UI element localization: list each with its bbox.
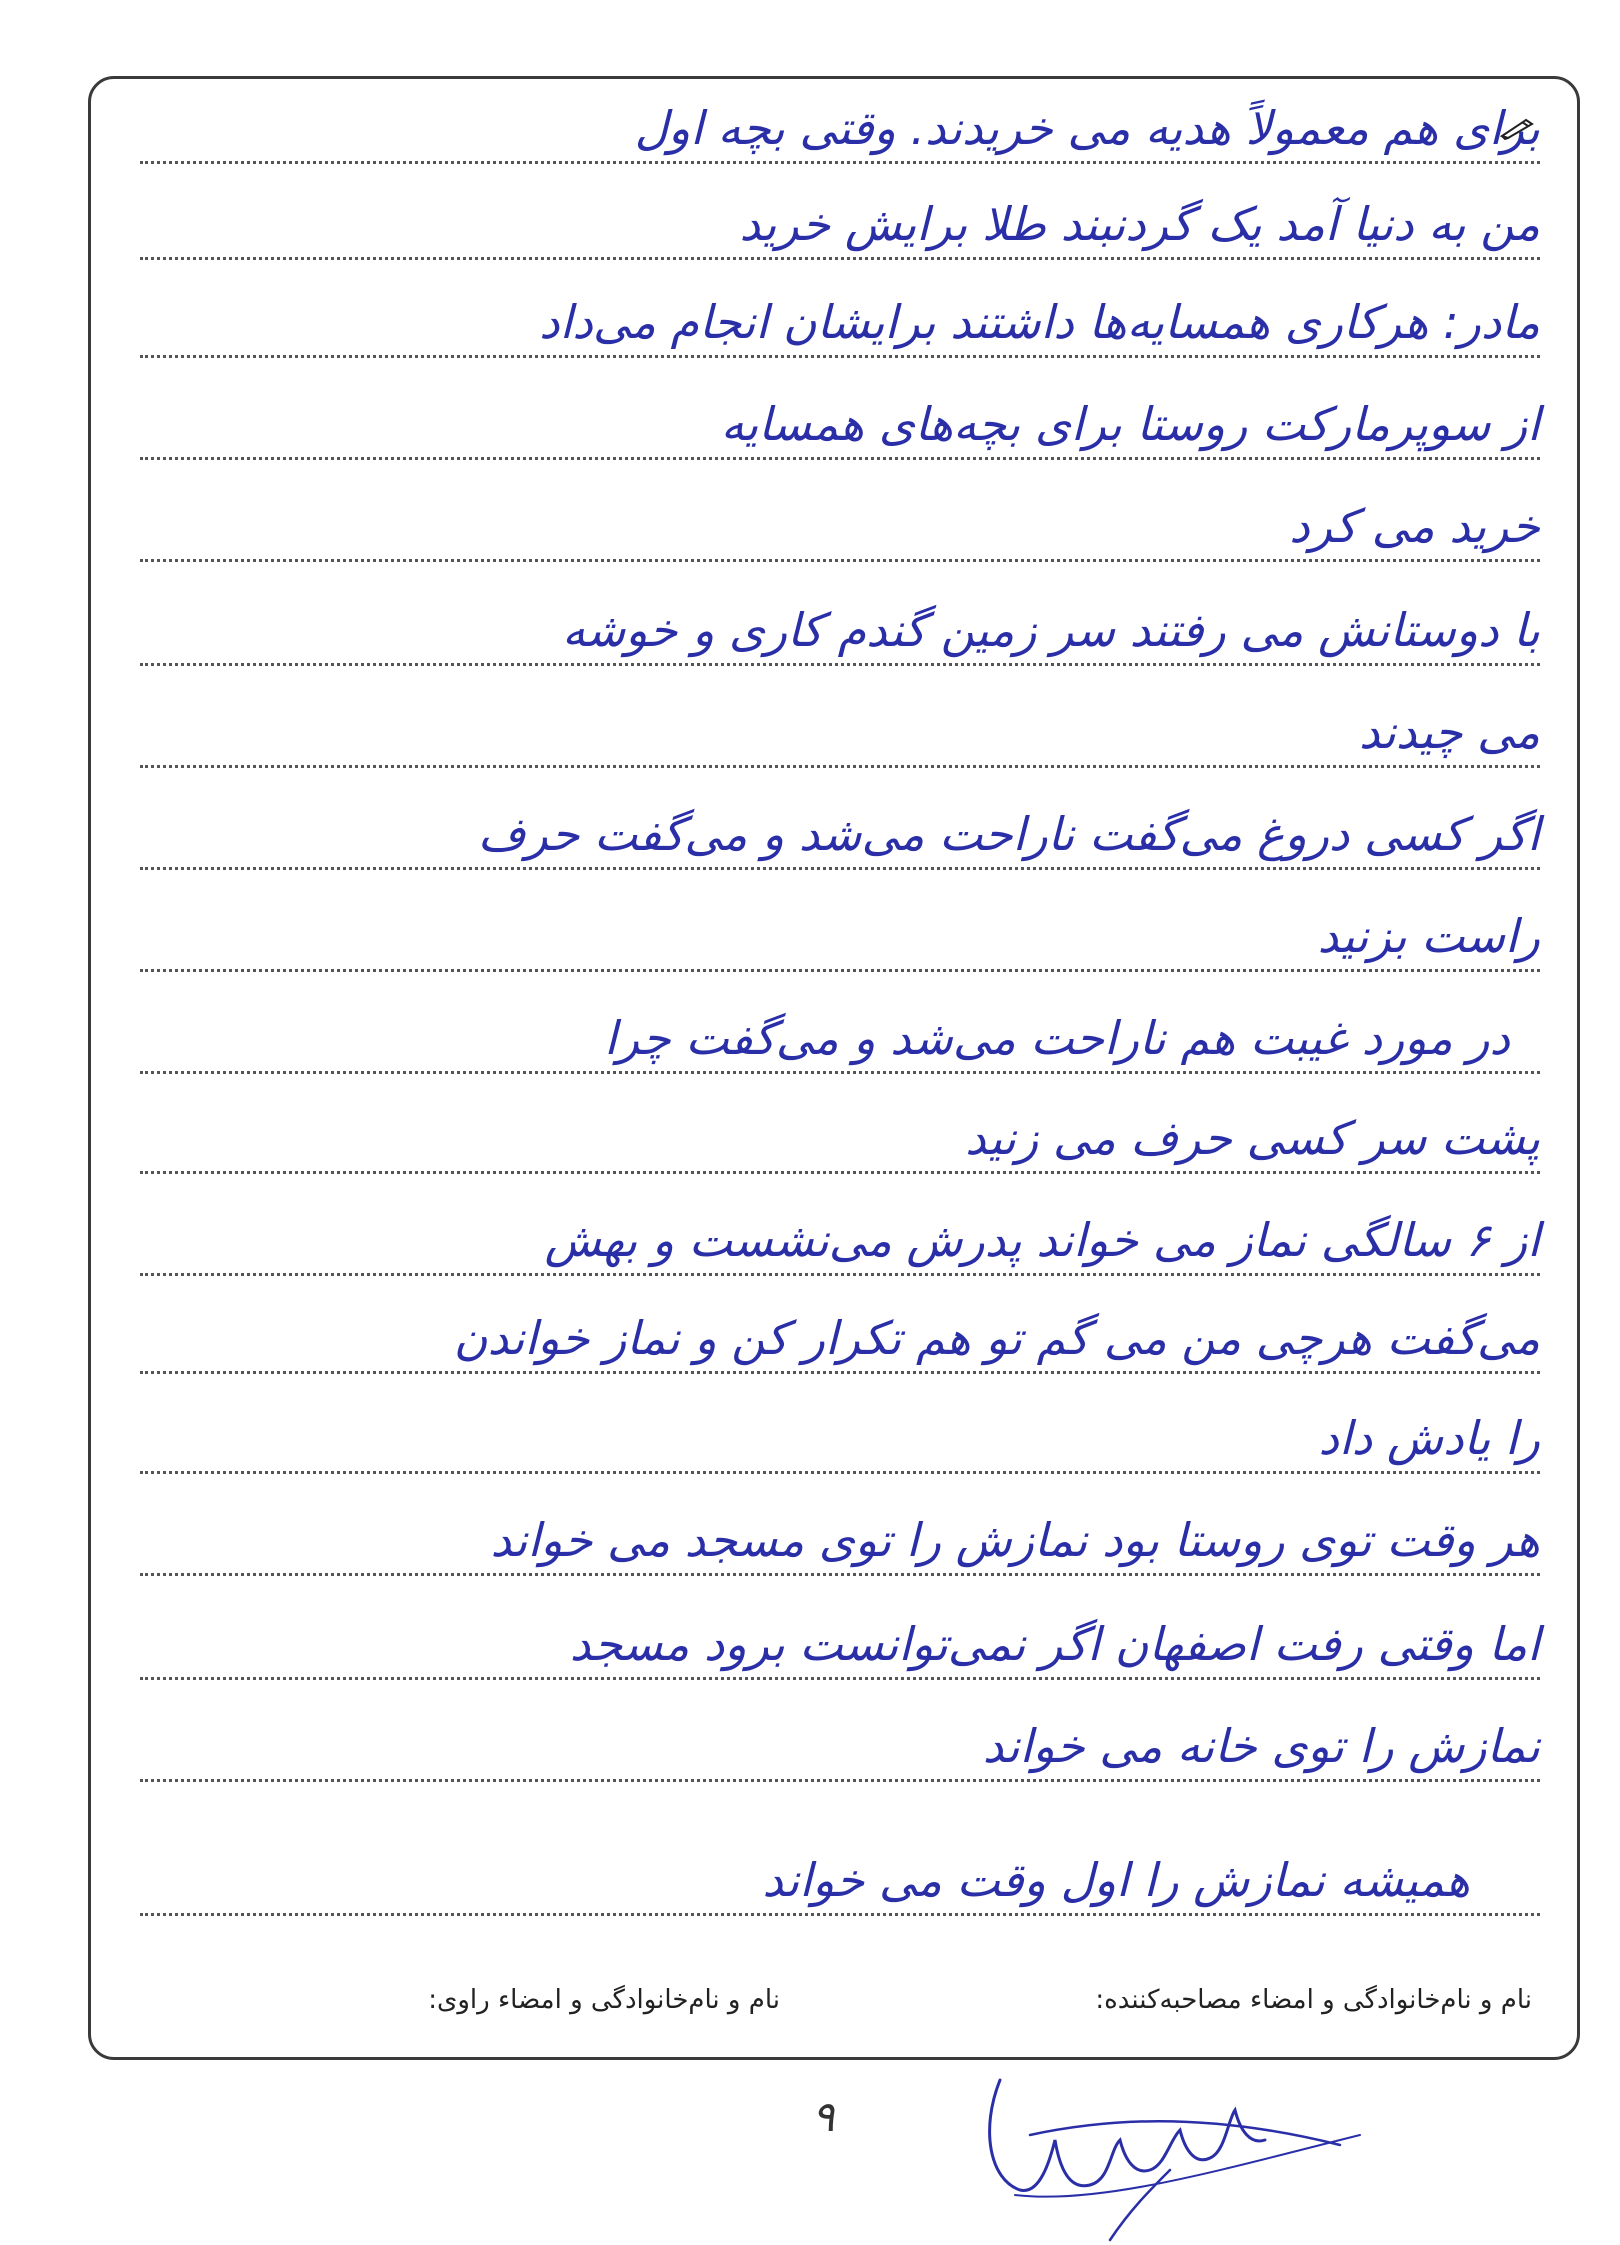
handwritten-line: اگر کسی دروغ می‌گفت ناراحت می‌شد و می‌گفت حرف	[140, 794, 1540, 870]
handwritten-line: مادر: هرکاری همسایه‌ها داشتند برایشان انجام می‌داد	[140, 282, 1540, 358]
narrator-signature-label: نام و نام‌خانوادگی و امضاء راوی:	[428, 1985, 780, 2015]
handwritten-line: می‌گفت هرچی من می گم تو هم تکرار کن و نماز خواندن	[140, 1298, 1540, 1374]
handwritten-line: همیشه نمازش را اول وقت می خواند	[140, 1840, 1540, 1916]
handwritten-line: راست بزنید	[140, 896, 1540, 972]
handwritten-line: خرید می کرد	[140, 486, 1540, 562]
handwritten-line: از سوپرمارکت روستا برای بچه‌های همسایه	[140, 384, 1540, 460]
handwritten-line: می چیدند	[140, 692, 1540, 768]
handwritten-line: برای هم معمولاً هدیه می خریدند. وقتی بچه اول	[140, 88, 1540, 164]
handwritten-line: اما وقتی رفت اصفهان اگر نمی‌توانست برود مسجد	[140, 1604, 1540, 1680]
handwritten-line: از ۶ سالگی نماز می خواند پدرش می‌نشست و بهش	[140, 1200, 1540, 1276]
handwritten-line: در مورد غیبت هم ناراحت می‌شد و می‌گفت چرا	[140, 998, 1540, 1074]
signature-icon	[960, 2040, 1380, 2245]
interviewer-signature-label: نام و نام‌خانوادگی و امضاء مصاحبه‌کننده:	[1095, 1985, 1532, 2015]
handwritten-line: پشت سر کسی حرف می زنید	[140, 1098, 1540, 1174]
handwritten-line: من به دنیا آمد یک گردنبند طلا برایش خرید	[140, 184, 1540, 260]
handwritten-line: با دوستانش می رفتند سر زمین گندم کاری و خوشه	[140, 590, 1540, 666]
page-number: ۹	[812, 2092, 835, 2141]
handwritten-line: نمازش را توی خانه می خواند	[140, 1706, 1540, 1782]
handwritten-line: هر وقت توی روستا بود نمازش را توی مسجد می خواند	[140, 1500, 1540, 1576]
handwritten-line: را یادش داد	[140, 1398, 1540, 1474]
